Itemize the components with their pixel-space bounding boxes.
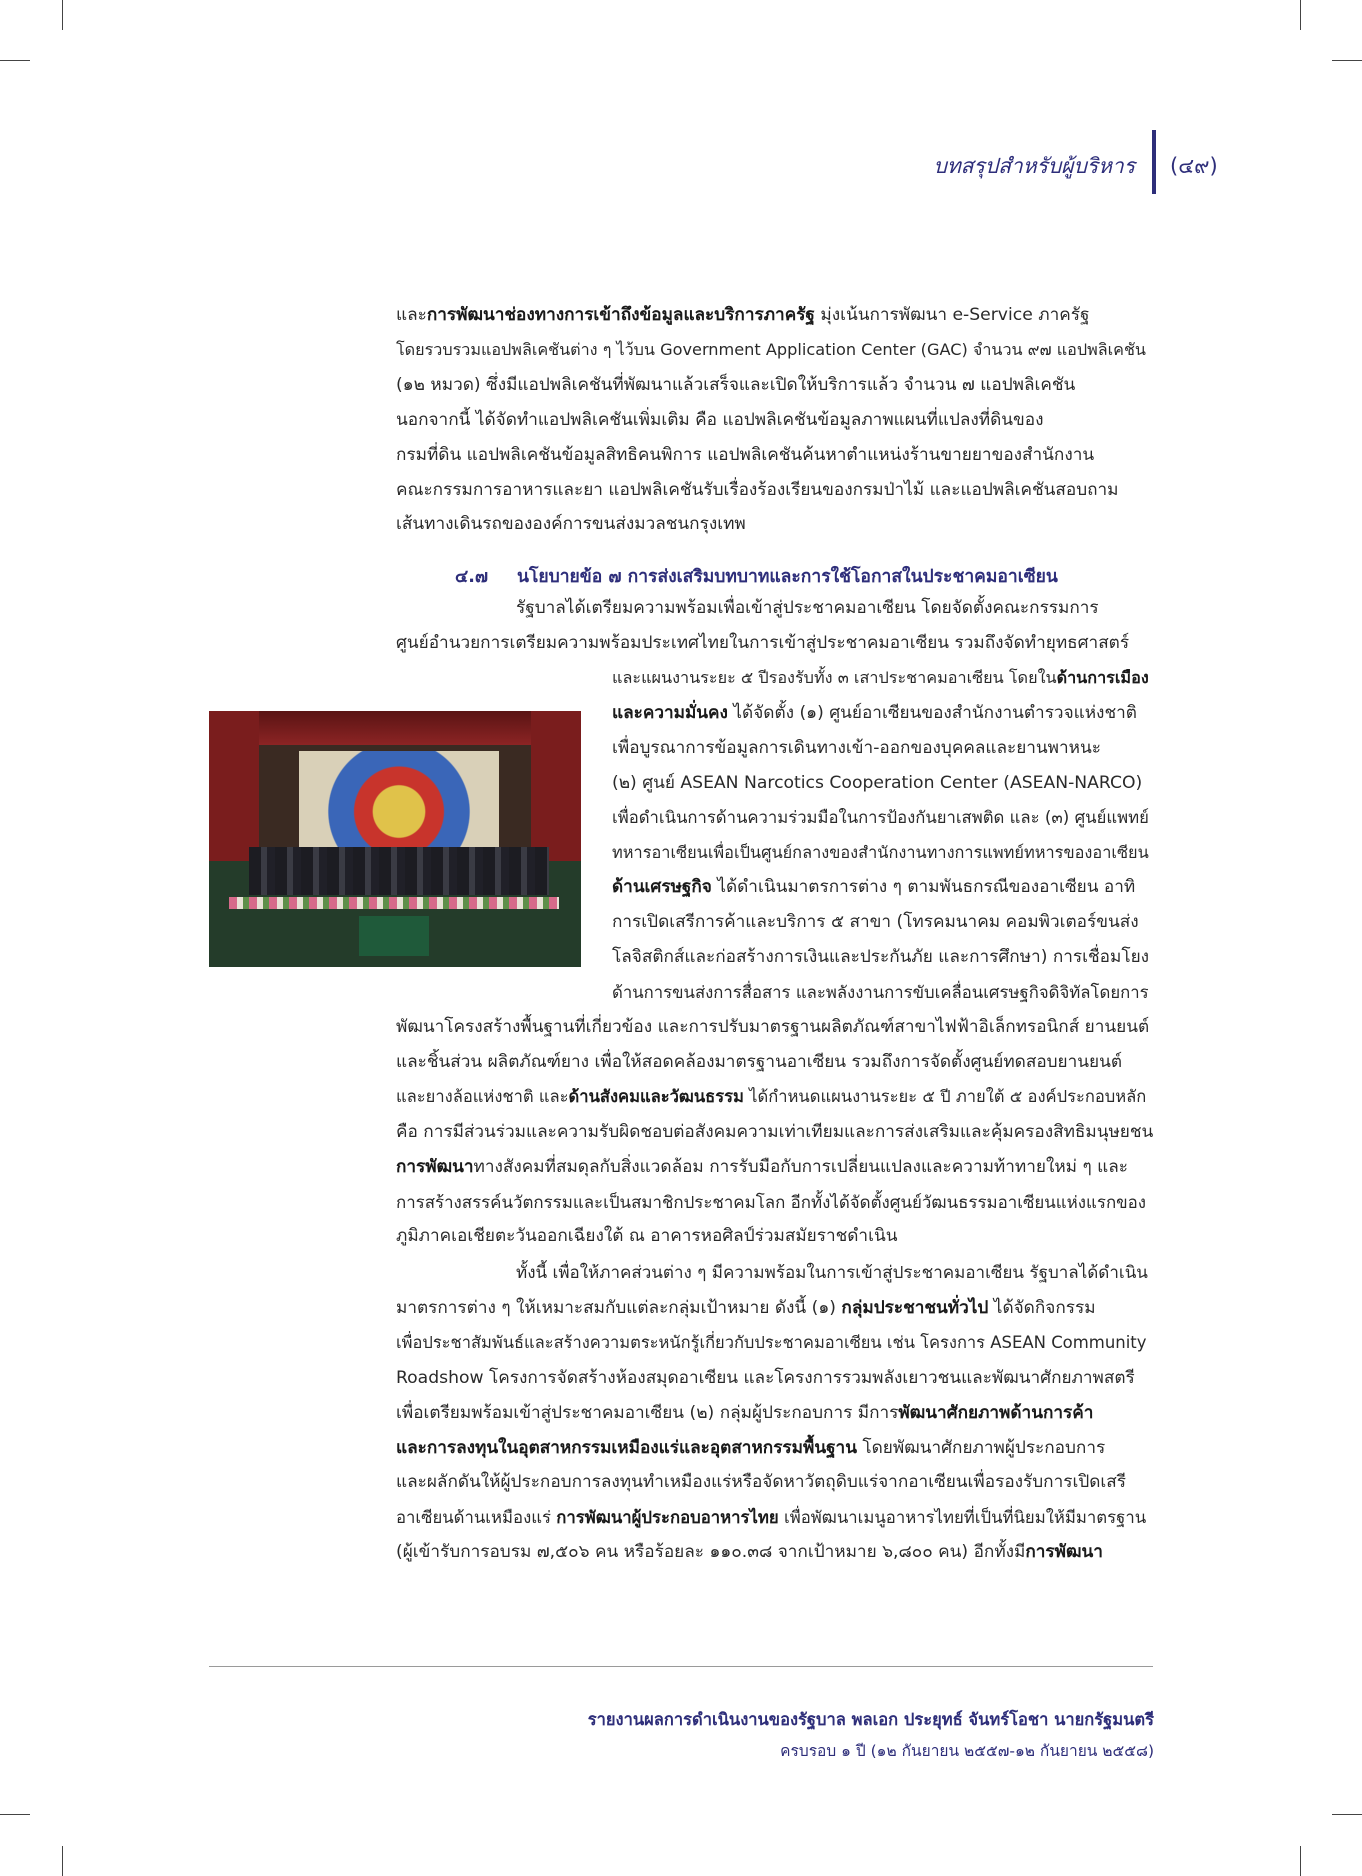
text-line: เพื่อดำเนินการด้านความร่วมมือในการป้องกันยาเสพติด และ (๓) ศูนย์แพทย์	[612, 807, 1149, 827]
footer-report-title: รายงานผลการดำเนินงานของรัฐบาล พลเอก ประยุทธ์ จันทร์โอชา นายกรัฐมนตรี	[587, 1710, 1154, 1729]
crop-mark	[1300, 0, 1301, 30]
text-line: การเปิดเสรีการค้าและบริการ ๕ สาขา (โทรคมนาคม คอมพิวเตอร์ขนส่ง	[612, 912, 1139, 933]
section-number: ๔.๗	[455, 567, 489, 587]
text-line: ทั้งนี้ เพื่อให้ภาคส่วนต่าง ๆ มีความพร้อมในการเข้าสู่ประชาคมอาเซียน รัฐบาลได้ดำเนิน	[516, 1263, 1148, 1283]
text-line: ศูนย์อำนวยการเตรียมความพร้อมประเทศไทยในการเข้าสู่ประชาคมอาเซียน รวมถึงจัดทำยุทธศาสตร์	[396, 632, 1130, 653]
text-line: (๑๒ หมวด) ซึ่งมีแอปพลิเคชันที่พัฒนาแล้วเสร็จและเปิดให้บริการแล้ว จำนวน ๗ แอปพลิเคชัน	[396, 374, 1076, 395]
text-line: ภูมิภาคเอเชียตะวันออกเฉียงใต้ ณ อาคารหอศิลป์ร่วมสมัยราชดำเนิน	[396, 1226, 898, 1247]
final-paragraph	[396, 1256, 1154, 1570]
text-line: โดยรวบรวมแอปพลิเคชันต่าง ๆ ไว้บน Government Application Center (GAC) จำนวน ๙๗ แอปพลิเคชัน	[396, 339, 1146, 359]
crop-mark	[0, 60, 30, 61]
text-line: คือ การมีส่วนร่วมและความรับผิดชอบต่อสังคมความเท่าเทียมและการส่งเสริมและคุ้มครองสิทธิมนุษยชน	[396, 1121, 1154, 1142]
asean-ceremony-photo	[209, 711, 581, 967]
text-line: และผลักดันให้ผู้ประกอบการลงทุนทำเหมืองแร่หรือจัดหาวัตถุดิบแร่จากอาเซียนเพื่อรองรับการเปิดเสรี	[396, 1472, 1127, 1493]
text-line: โลจิสติกส์และก่อสร้างการเงินและประกันภัย และการศึกษา) การเชื่อมโยง	[612, 947, 1150, 968]
intro-paragraph	[396, 298, 1154, 542]
text-line: การสร้างสรรค์นวัตกรรมและเป็นสมาชิกประชาคมโลก อีกทั้งได้จัดตั้งศูนย์วัฒนธรรมอาเซียนแห่งแรกของ	[396, 1191, 1147, 1212]
photo-valance	[209, 711, 581, 745]
section-heading	[455, 562, 1058, 590]
running-header-title: บทสรุปสำหรับผู้บริหาร	[933, 154, 1135, 178]
text-line: และความมั่นคง ได้จัดตั้ง (๑) ศูนย์อาเซียนของสำนักงานตำรวจแห่งชาติ	[612, 702, 1137, 723]
text-line: คณะกรรมการอาหารและยา แอปพลิเคชันรับเรื่องร้องเรียนของกรมป่าไม้ และแอปพลิเคชันสอบถาม	[396, 479, 1119, 500]
photo-table	[359, 916, 429, 956]
crop-mark	[1332, 1814, 1362, 1815]
text-line: นอกจากนี้ ได้จัดทำแอปพลิเคชันเพิ่มเติม คือ แอปพลิเคชันข้อมูลภาพแผนที่แปลงที่ดินของ	[396, 409, 1044, 430]
photo-stage-screen	[299, 751, 499, 861]
crop-mark	[0, 1814, 30, 1815]
text-line: รัฐบาลได้เตรียมความพร้อมเพื่อเข้าสู่ประชาคมอาเซียน โดยจัดตั้งคณะกรรมการ	[516, 598, 1099, 618]
crop-mark	[1300, 1846, 1301, 1876]
text-line: และยางล้อแห่งชาติ และด้านสังคมและวัฒนธรรม ได้กำหนดแผนงานระยะ ๕ ปี ภายใต้ ๕ องค์ประกอบหลัก	[396, 1086, 1147, 1106]
photo-flowers	[229, 897, 559, 909]
section-title: นโยบายข้อ ๗ การส่งเสริมบทบาทและการใช้โอกาสในประชาคมอาเซียน	[517, 567, 1058, 587]
text-line: และชิ้นส่วน ผลิตภัณฑ์ยาง เพื่อให้สอดคล้องมาตรฐานอาเซียน รวมถึงการจัดตั้งศูนย์ทดสอบยานยนต์	[396, 1051, 1123, 1072]
footer-report-period: ครบรอบ ๑ ปี (๑๒ กันยายน ๒๕๕๗-๑๒ กันยายน ๒๕๕๘)	[780, 1742, 1154, 1760]
text-line: เพื่อเตรียมพร้อมเข้าสู่ประชาคมอาเซียน (๒) กลุ่มผู้ประกอบการ มีการพัฒนาศักยภาพด้านการค้า	[396, 1402, 1094, 1423]
section-paragraph-continued	[396, 1010, 1154, 1254]
photo-group	[249, 847, 549, 895]
header-divider	[1152, 130, 1156, 194]
text-line: Roadshow โครงการจัดสร้างห้องสมุดอาเซียน และโครงการรวมพลังเยาวชนและพัฒนาศักยภาพสตรี	[396, 1367, 1135, 1388]
text-line: ด้านการขนส่งการสื่อสาร และพลังงานการขับเคลื่อนเศรษฐกิจดิจิทัลโดยการ	[612, 982, 1149, 1003]
text-line: และการพัฒนาช่องทางการเข้าถึงข้อมูลและบริการภาครัฐ มุ่งเน้นการพัฒนา e-Service ภาครัฐ	[396, 305, 1090, 325]
text-line: (ผู้เข้ารับการอบรม ๗,๕๐๖ คน หรือร้อยละ ๑๑๐.๓๘ จากเป้าหมาย ๖,๘๐๐ คน) อีกทั้งมีการพัฒนา	[396, 1542, 1103, 1563]
text-line: เส้นทางเดินรถขององค์การขนส่งมวลชนกรุงเทพ	[396, 514, 746, 535]
text-line: มาตรการต่าง ๆ ให้เหมาะสมกับแต่ละกลุ่มเป้าหมาย ดังนี้ (๑) กลุ่มประชาชนทั่วไป ได้จัดกิจกรรม	[396, 1297, 1096, 1318]
text-line: อาเซียนด้านเหมืองแร่ การพัฒนาผู้ประกอบอาหารไทย เพื่อพัฒนาเมนูอาหารไทยที่เป็นที่นิยมให้มีมาตรฐาน	[396, 1507, 1147, 1528]
text-line: ทหารอาเซียนเพื่อเป็นศูนย์กลางของสำนักงานทางการแพทย์ทหารของอาเซียน	[612, 842, 1149, 862]
text-line: และแผนงานระยะ ๕ ปีรองรับทั้ง ๓ เสาประชาคมอาเซียน โดยในด้านการเมือง	[612, 668, 1149, 687]
crop-mark	[62, 0, 63, 30]
section-paragraph-wrapped	[612, 661, 1154, 1010]
text-line: กรมที่ดิน แอปพลิเคชันข้อมูลสิทธิคนพิการ แอปพลิเคชันค้นหาตำแหน่งร้านขายยาของสำนักงาน	[396, 444, 1095, 465]
text-line: การพัฒนาทางสังคมที่สมดุลกับสิ่งแวดล้อม การรับมือกับการเปลี่ยนแปลงและความท้าทายใหม่ ๆ และ	[396, 1156, 1129, 1177]
crop-mark	[62, 1846, 63, 1876]
text-line: และการลงทุนในอุตสาหกรรมเหมืองแร่และอุตสาหกรรมพื้นฐาน โดยพัฒนาศักยภาพผู้ประกอบการ	[396, 1437, 1106, 1458]
text-line: เพื่อบูรณาการข้อมูลการเดินทางเข้า-ออกของบุคคลและยานพาหนะ	[612, 737, 1101, 758]
page-number: (๔๙)	[1170, 154, 1218, 178]
footer-rule	[209, 1666, 1153, 1667]
crop-mark	[1332, 60, 1362, 61]
text-line: ด้านเศรษฐกิจ ได้ดำเนินมาตรการต่าง ๆ ตามพันธกรณีของอาเซียน อาทิ	[612, 877, 1136, 898]
section-paragraph-start	[396, 591, 1154, 661]
text-line: (๒) ศูนย์ ASEAN Narcotics Cooperation Center (ASEAN-NARCO)	[612, 772, 1143, 793]
text-line: พัฒนาโครงสร้างพื้นฐานที่เกี่ยวข้อง และการปรับมาตรฐานผลิตภัณฑ์สาขาไฟฟ้าอิเล็กทรอนิกส์ ยานยนต์	[396, 1017, 1150, 1037]
text-line: เพื่อประชาสัมพันธ์และสร้างความตระหนักรู้เกี่ยวกับประชาคมอาเซียน เช่น โครงการ ASEAN Community	[396, 1332, 1147, 1352]
